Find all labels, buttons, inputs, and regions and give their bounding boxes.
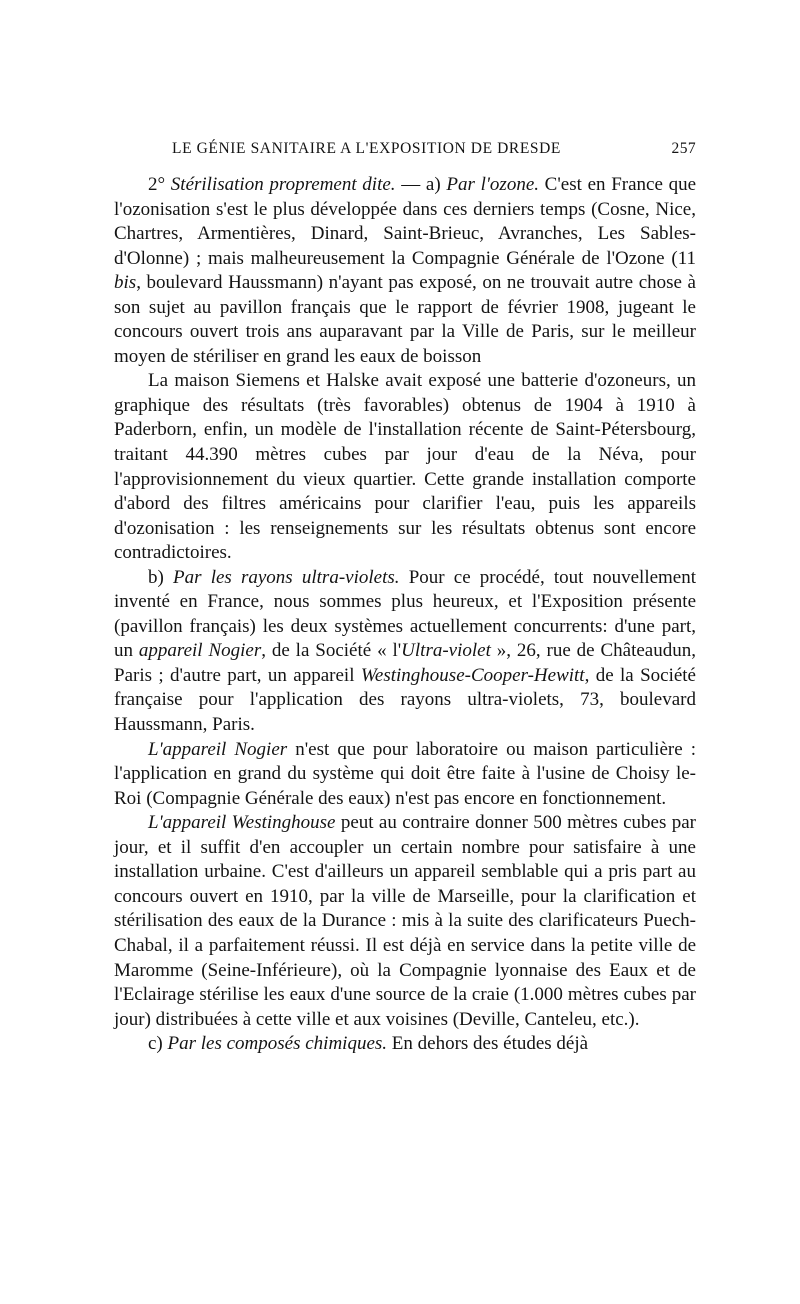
running-title: LE GÉNIE SANITAIRE A L'EXPOSITION DE DRESDE	[172, 140, 561, 157]
subsection-heading-ozone: Par l'ozone.	[446, 174, 539, 195]
paragraph-composes-chimiques: c) Par les composés chimiques. En dehors des études déjà	[148, 1033, 589, 1055]
page-number: 257	[671, 140, 696, 157]
paragraph-siemens-halske: La maison Siemens et Halske avait exposé une batterie d'ozoneurs, un graphique des résultats (très favorables) obtenus de 1904 à 1910 à Paderborn, enfin, un modèle de l'installation récente de Saint-Pétersbourg, traitant 44.390 mètres cubes par jour d'eau de la Néva, pour l'approvisionnement du vieux quartier. Cette grande installation comporte d'abord des filtres américains pour clarifier l'eau, puis les appareils d'ozonisation : les renseignements sur les résultats obtenus sont encore contradictoires.	[114, 370, 696, 564]
subsection-heading-composes-chimiques: Par les composés chimiques.	[167, 1033, 388, 1055]
paragraph-appareil-nogier: L'appareil Nogier n'est que pour laboratoire ou maison particulière : l'application en grand du système qui doit être faite à l'usine de Choisy le-Roi (Compagnie Générale des eaux) n'est pas encore en fonctionnement.	[114, 738, 697, 809]
paragraph-ozone: 2° Stérilisation proprement dite. — a) Par l'ozone. C'est en France que l'ozonisation s'est le plus développée dans ces derniers temps (Cosne, Nice, Chartres, Armentières, Dinard, Saint-Brieuc, Avranches, Les Sables-d'Olonne) ; mais malheureusement la Compagnie Générale de l'Ozone (11 bis, boulevard Haussmann) n'ayant pas exposé, on ne trouvait autre chose à son sujet au pavillon français que le rapport de février 1908, jugeant le concours ouvert trois ans auparavant par la Ville de Paris, sur le meilleur moyen de stériliser en grand les eaux de boisson	[114, 174, 697, 367]
paragraph-ultra-violets: b) Par les rayons ultra-violets. Pour ce procédé, tout nouvellement inventé en France, nous sommes plus heureux, et l'Exposition présente (pavillon français) les deux systèmes actuellement concurrents: d'une part, un appareil Nogier, de la Société « l'Ultra-violet », 26, rue de Châteaudun, Paris ; d'autre part, un appareil Westinghouse-Cooper-Hewitt, de la Société française pour l'application des rayons ultra-violets, 73, boulevard Haussmann, Paris.	[114, 566, 697, 736]
running-header	[114, 140, 696, 166]
paragraph-appareil-westinghouse: L'appareil Westinghouse peut au contraire donner 500 mètres cubes par jour, et il suffit d'en accoupler un certain nombre pour satisfaire à une installation urbaine. C'est d'ailleurs un appareil semblable qui a pris part au concours ouvert en 1910, par la ville de Marseille, pour la clarification et stérilisation des eaux de la Durance : mis à la suite des clarificateurs Puech-Chabal, il a parfaitement réussi. Il est déjà en service dans la petite ville de Maromme (Seine-Inférieure), où la Compagnie lyonnaise des Eaux et de l'Eclairage stérilise les eaux d'une source de la craie (1.000 mètres cubes par jour) distribuées à cette ville et aux voisines (Deville, Canteleu, etc.).	[114, 812, 696, 1030]
section-heading-sterilisation: Stérilisation proprement dite.	[170, 174, 396, 195]
page-body	[114, 140, 696, 1057]
subsection-heading-ultra-violets: Par les rayons ultra-violets.	[173, 566, 400, 588]
